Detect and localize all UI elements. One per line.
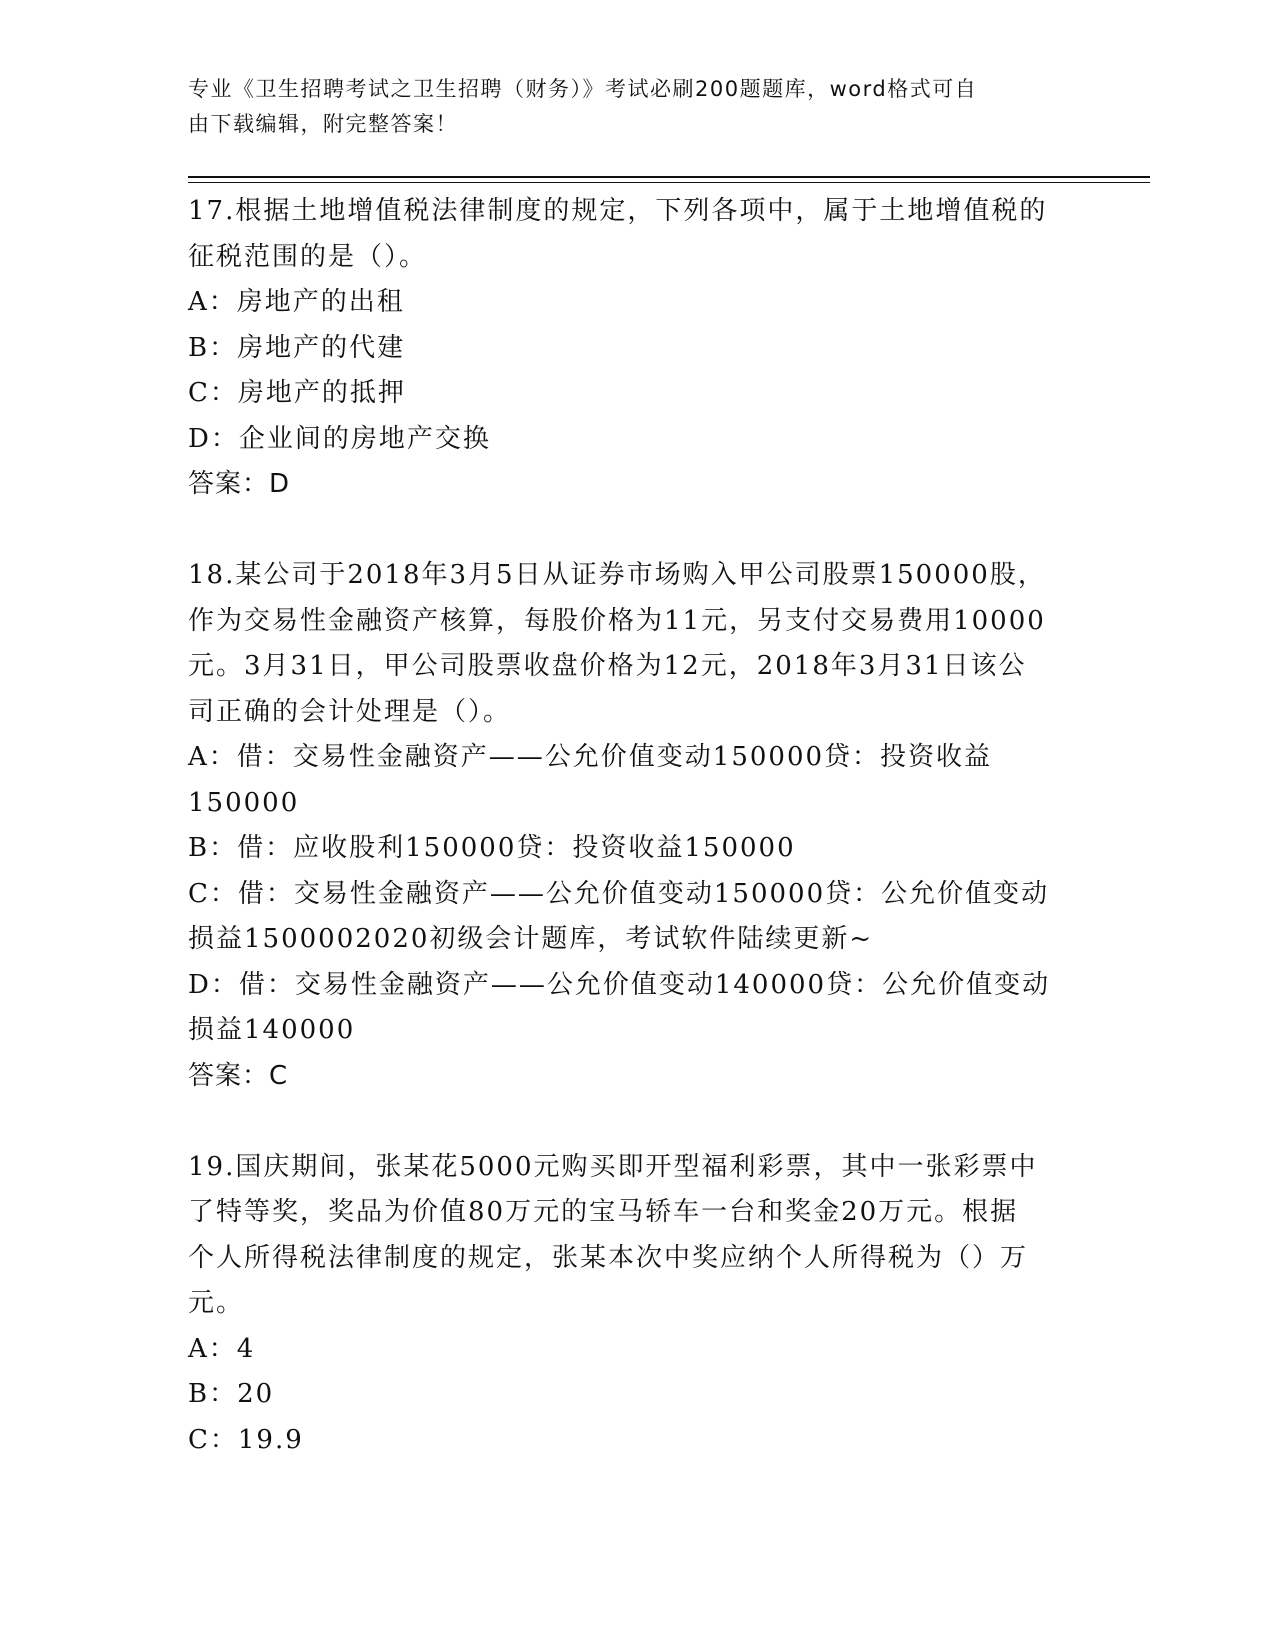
option-c: C：19.9	[188, 1424, 304, 1455]
question-stem-line: 作为交易性金融资产核算，每股价格为11元，另支付交易费用10000	[188, 605, 1046, 636]
option-b: B：房地产的代建	[188, 332, 406, 363]
option-b: B：20	[188, 1379, 275, 1409]
header-divider-thick	[188, 176, 1150, 178]
question-spacer	[188, 508, 1088, 554]
option-d-continued: 损益140000	[188, 1015, 356, 1045]
option-b: B：借：应收股利150000贷：投资收益150000	[188, 833, 796, 863]
question-stem-line: 17.根据土地增值税法律制度的规定，下列各项中，属于土地增值税的	[188, 196, 1048, 226]
answer-line: 答案：D	[188, 469, 291, 499]
question-19	[188, 1145, 1088, 1464]
question-spacer	[188, 1099, 1088, 1145]
document-header	[188, 72, 1068, 142]
header-divider-thin	[188, 182, 1150, 183]
option-a-continued: 150000	[188, 787, 300, 818]
question-stem-line: 元。3月31日，甲公司股票收盘价格为12元，2018年3月31日该公	[188, 651, 1027, 681]
question-stem-line: 19.国庆期间，张某花5000元购买即开型福利彩票，其中一张彩票中	[188, 1151, 1038, 1182]
option-c: C：房地产的抵押	[188, 378, 406, 408]
option-a: A：房地产的出租	[188, 287, 405, 317]
question-stem-line: 了特等奖，奖品为价值80万元的宝马轿车一台和奖金20万元。根据	[188, 1197, 1019, 1227]
option-a: A：4	[188, 1333, 256, 1364]
question-list	[188, 189, 1088, 1463]
option-d: D：企业间的房地产交换	[188, 423, 491, 454]
option-d: D：借：交易性金融资产——公允价值变动140000贷：公允价值变动	[188, 969, 1051, 1000]
option-c: C：借：交易性金融资产——公允价值变动150000贷：公允价值变动	[188, 878, 1050, 909]
option-a: A：借：交易性金融资产——公允价值变动150000贷：投资收益	[188, 742, 993, 772]
option-c-continued: 损益1500002020初级会计题库，考试软件陆续更新~	[188, 924, 874, 954]
question-stem-line: 个人所得税法律制度的规定，张某本次中奖应纳个人所得税为（）万	[188, 1242, 1029, 1273]
question-stem-line: 司正确的会计处理是（）。	[188, 696, 512, 727]
header-line: 由下载编辑，附完整答案！	[188, 112, 458, 136]
question-stem-line: 元。	[188, 1288, 245, 1318]
answer-line: 答案：C	[188, 1060, 289, 1091]
question-17	[188, 189, 1088, 508]
question-18	[188, 553, 1088, 1099]
question-stem-line: 18.某公司于2018年3月5日从证券市场购入甲公司股票150000股，	[188, 560, 1046, 590]
question-stem-line: 征税范围的是（）。	[188, 241, 428, 272]
header-line: 专业《卫生招聘考试之卫生招聘（财务）》考试必刷200题题库，word格式可自	[188, 77, 978, 101]
